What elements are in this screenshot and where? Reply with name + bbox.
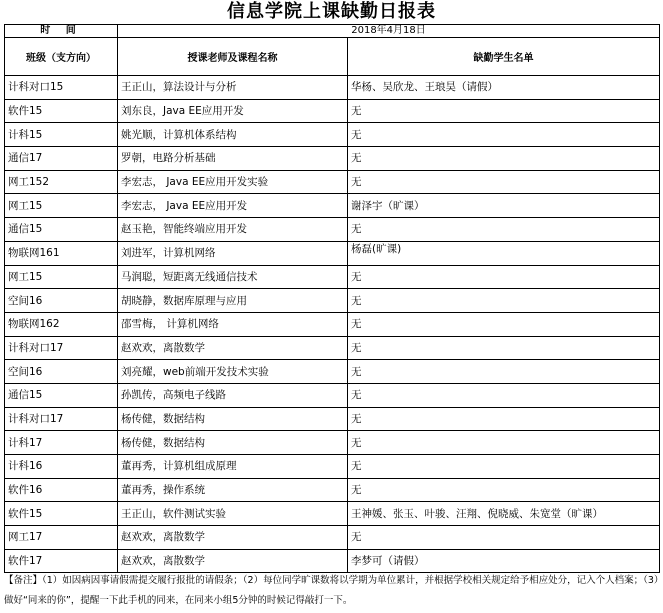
row-absent: 王神媛、张玉、叶骏、汪翔、倪晓威、朱宽堂（旷课） xyxy=(348,502,660,526)
row-class: 软件15 xyxy=(5,502,118,526)
row-class: 网工15 xyxy=(5,194,118,218)
row-teacher-course: 赵欢欢，离散数学 xyxy=(118,336,348,360)
remarks-note: 【备注】（1）如因病因事请假需提交履行报批的请假条；（2）每位同学旷课数将以学期为单位累计，并根据学校相关规定给予相应处分，记入个人档案；（3）做好“同来的你”，提醒一下此手机的同来，在同来小组5分钟的时候记得敲打一下。 xyxy=(4,575,659,606)
date-row xyxy=(5,25,660,38)
table-row xyxy=(5,289,660,313)
table-row xyxy=(5,383,660,407)
row-teacher-course: 姚光顺，计算机体系结构 xyxy=(118,123,348,147)
row-class: 软件15 xyxy=(5,99,118,123)
row-class: 空间16 xyxy=(5,289,118,313)
row-teacher-course: 李宏志， Java EE应用开发 xyxy=(118,194,348,218)
row-teacher-course: 杨传健，数据结构 xyxy=(118,407,348,431)
table-row xyxy=(5,265,660,289)
row-absent: 李梦可（请假） xyxy=(348,549,660,573)
table-row xyxy=(5,170,660,194)
absence-table xyxy=(4,24,660,573)
row-class: 计科对口17 xyxy=(5,407,118,431)
row-teacher-course: 刘进军，计算机网络 xyxy=(118,241,348,265)
report-date: 2018年4月18日 xyxy=(118,25,660,38)
row-class: 物联网161 xyxy=(5,241,118,265)
row-teacher-course: 董再秀，计算机组成原理 xyxy=(118,455,348,479)
row-absent: 无 xyxy=(348,312,660,336)
row-class: 计科16 xyxy=(5,455,118,479)
table-row xyxy=(5,478,660,502)
row-teacher-course: 刘东良，Java EE应用开发 xyxy=(118,99,348,123)
row-class: 计科17 xyxy=(5,431,118,455)
row-absent: 无 xyxy=(348,336,660,360)
row-teacher-course: 董再秀，操作系统 xyxy=(118,478,348,502)
row-class: 计科对口17 xyxy=(5,336,118,360)
row-absent: 华杨、吴欣龙、王琅昊（请假） xyxy=(348,76,660,100)
row-class: 通信17 xyxy=(5,147,118,171)
row-teacher-course: 杨传健，数据结构 xyxy=(118,431,348,455)
row-class: 通信15 xyxy=(5,218,118,242)
table-row xyxy=(5,194,660,218)
row-teacher-course: 马润聪，短距离无线通信技术 xyxy=(118,265,348,289)
row-absent: 杨磊(旷课) xyxy=(348,241,660,265)
table-row xyxy=(5,147,660,171)
row-class: 计科15 xyxy=(5,123,118,147)
row-class: 网工15 xyxy=(5,265,118,289)
row-absent: 无 xyxy=(348,218,660,242)
row-teacher-course: 赵欢欢，离散数学 xyxy=(118,526,348,550)
table-row xyxy=(5,502,660,526)
row-class: 计科对口15 xyxy=(5,76,118,100)
row-class: 空间16 xyxy=(5,360,118,384)
row-teacher-course: 赵玉艳，智能终端应用开发 xyxy=(118,218,348,242)
table-row xyxy=(5,526,660,550)
table-row xyxy=(5,218,660,242)
table-row xyxy=(5,431,660,455)
row-class: 网工152 xyxy=(5,170,118,194)
row-absent: 无 xyxy=(348,289,660,313)
row-absent: 无 xyxy=(348,147,660,171)
table-row xyxy=(5,336,660,360)
row-class: 软件17 xyxy=(5,549,118,573)
row-absent: 无 xyxy=(348,526,660,550)
row-absent: 无 xyxy=(348,123,660,147)
table-row xyxy=(5,455,660,479)
row-class: 物联网162 xyxy=(5,312,118,336)
table-row xyxy=(5,241,660,265)
table-row xyxy=(5,76,660,100)
row-class: 软件16 xyxy=(5,478,118,502)
table-row xyxy=(5,360,660,384)
table-row xyxy=(5,312,660,336)
row-teacher-course: 罗朝，电路分析基础 xyxy=(118,147,348,171)
table-row xyxy=(5,549,660,573)
row-class: 网工17 xyxy=(5,526,118,550)
report-title: 信息学院上课缺勤日报表 xyxy=(227,1,436,22)
row-absent: 无 xyxy=(348,478,660,502)
row-teacher-course: 邵雪梅， 计算机网络 xyxy=(118,312,348,336)
header-class: 班级（支方向） xyxy=(5,38,118,76)
row-absent: 无 xyxy=(348,431,660,455)
row-teacher-course: 胡晓静，数据库原理与应用 xyxy=(118,289,348,313)
row-teacher-course: 李宏志， Java EE应用开发实验 xyxy=(118,170,348,194)
date-label: 时 间 xyxy=(5,25,118,38)
row-teacher-course: 孙凯传，高频电子线路 xyxy=(118,383,348,407)
table-row xyxy=(5,407,660,431)
row-class: 通信15 xyxy=(5,383,118,407)
table-row xyxy=(5,99,660,123)
header-absent: 缺勤学生名单 xyxy=(348,38,660,76)
row-teacher-course: 王正山，算法设计与分析 xyxy=(118,76,348,100)
row-absent: 谢泽宇（旷课） xyxy=(348,194,660,218)
header-row xyxy=(5,38,660,76)
row-absent: 无 xyxy=(348,99,660,123)
row-absent: 无 xyxy=(348,383,660,407)
row-absent: 无 xyxy=(348,407,660,431)
row-absent: 无 xyxy=(348,170,660,194)
row-absent: 无 xyxy=(348,455,660,479)
row-absent: 无 xyxy=(348,360,660,384)
table-row xyxy=(5,123,660,147)
row-teacher-course: 刘亮耀，web前端开发技术实验 xyxy=(118,360,348,384)
header-teacher-course: 授课老师及课程名称 xyxy=(118,38,348,76)
row-teacher-course: 赵欢欢，离散数学 xyxy=(118,549,348,573)
row-absent: 无 xyxy=(348,265,660,289)
row-teacher-course: 王正山，软件测试实验 xyxy=(118,502,348,526)
